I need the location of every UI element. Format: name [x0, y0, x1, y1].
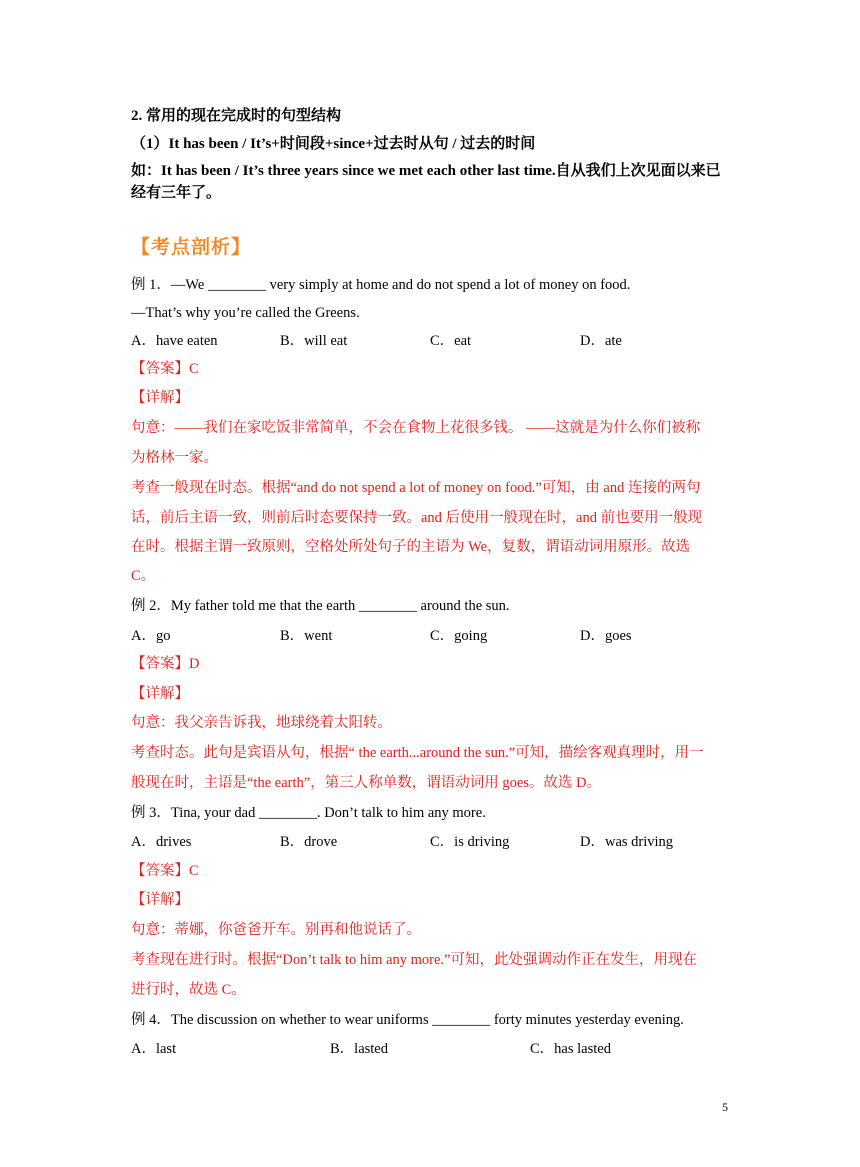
question-1-stem2: —That’s why you’re called the Greens.: [131, 305, 360, 321]
question-1-detail-line: 考查一般现在时态。根据“and do not spend a lot of money on food.”可知，由 and 连接的两句: [131, 480, 701, 496]
question-3-option-d: D．was driving: [580, 834, 674, 850]
question-1-detail-line: C。: [131, 568, 156, 584]
question-3-option-a: A．drives: [131, 834, 192, 850]
question-3-option-b: B．drove: [280, 834, 338, 850]
question-1-detail-line: 在时。根据主谓一致原则，空格处所处句子的主语为 We，复数，谓语动词用原形。故选: [131, 539, 691, 555]
question-2-stem: 例 2．My father told me that the earth ________ around the sun.: [131, 598, 510, 614]
question-2-detail-line: 句意：我父亲告诉我，地球绕着太阳转。: [131, 715, 392, 731]
question-1-detail-line: 句意：——我们在家吃饭非常简单，不会在食物上花很多钱。 ——这就是为什么你们被称: [131, 420, 701, 436]
question-1-detail-label: 【详解】: [131, 390, 189, 406]
question-4-option-b: B．lasted: [330, 1041, 388, 1057]
grammar-pattern: （1）It has been / It’s+时间段+since+过去时从句 / 过去的时间: [131, 136, 536, 152]
question-1-detail-line: 话，前后主语一致，则前后时态要保持一致。and 后使用一般现在时，and 前也要用一般现: [131, 510, 703, 526]
question-3-stem: 例 3．Tina, your dad ________. Don’t talk to him any more.: [131, 805, 486, 821]
grammar-example-line1: 如：It has been / It’s three years since we met each other last time.自从我们上次见面以来已: [131, 163, 721, 179]
question-2-option-c: C．going: [430, 628, 488, 644]
question-1-answer: 【答案】C: [131, 361, 199, 377]
question-3-detail-line: 句意：蒂娜，你爸爸开车。别再和他说话了。: [131, 922, 421, 938]
question-2-detail-line: 考查时态。此句是宾语从句，根据“ the earth...around the sun.”可知，描绘客观真理时，用一: [131, 745, 704, 761]
question-1-option-c: C．eat: [430, 333, 472, 349]
section-title: 【考点剖析】: [131, 237, 252, 258]
question-3-detail-label: 【详解】: [131, 892, 189, 908]
question-1-option-d: D．ate: [580, 333, 622, 349]
grammar-heading: 2. 常用的现在完成时的句型结构: [131, 108, 342, 124]
question-3-detail-line: 考查现在进行时。根据“Don’t talk to him any more.”可知，此处强调动作正在发生，用现在: [131, 952, 697, 968]
grammar-example-line2: 经有三年了。: [131, 185, 222, 201]
question-1-option-a: A．have eaten: [131, 333, 218, 349]
question-2-option-b: B．went: [280, 628, 333, 644]
question-2-detail-label: 【详解】: [131, 686, 189, 702]
question-1-option-b: B．will eat: [280, 333, 348, 349]
question-3-detail-line: 进行时，故选 C。: [131, 982, 246, 998]
question-1-detail-line: 为格林一家。: [131, 450, 218, 466]
question-4-option-a: A．last: [131, 1041, 177, 1057]
question-2-option-a: A．go: [131, 628, 171, 644]
page-number: 5: [722, 1100, 728, 1114]
question-3-option-c: C．is driving: [430, 834, 510, 850]
question-1-stem: 例 1．—We ________ very simply at home and do not spend a lot of money on food.: [131, 277, 631, 293]
question-3-answer: 【答案】C: [131, 863, 199, 879]
question-2-detail-line: 般现在时，主语是“the earth”，第三人称单数，谓语动词用 goes。故选 D。: [131, 775, 601, 791]
question-4-stem: 例 4．The discussion on whether to wear uniforms ________ forty minutes yesterday evening.: [131, 1012, 684, 1028]
question-2-answer: 【答案】D: [131, 656, 200, 672]
question-2-option-d: D．goes: [580, 628, 632, 644]
question-4-option-c: C．has lasted: [530, 1041, 611, 1057]
